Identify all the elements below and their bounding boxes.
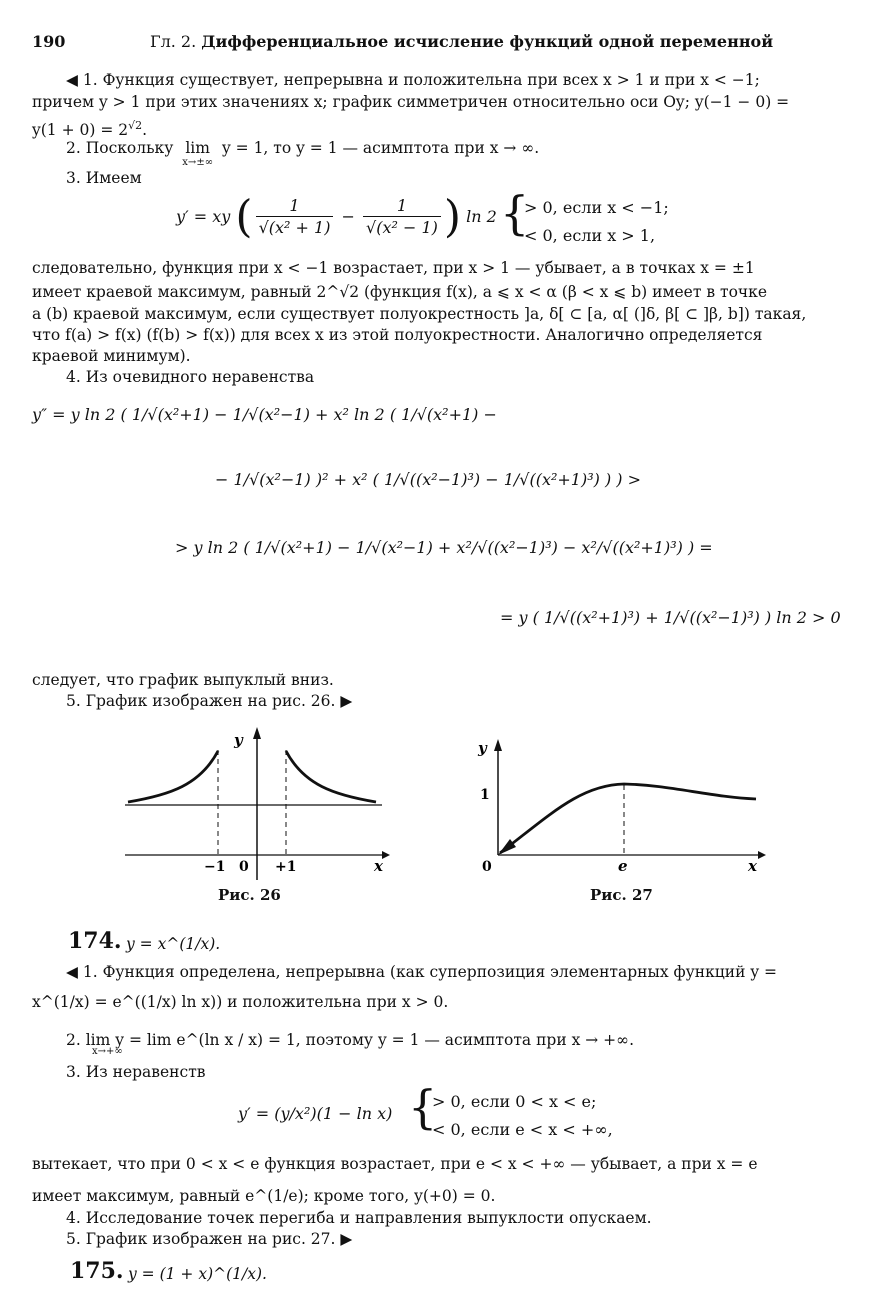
p173-derivative: y′ = xy ( $\frac{1}{\text{√(x² + 1)}}$ − $\frac{1}{\text{√(x² − 1)}}$ ) ln 2 — [176, 191, 497, 243]
frac-2-num: 1 — [363, 196, 441, 217]
figure-26 — [120, 725, 390, 885]
fig27-caption: Рис. 27 — [590, 886, 653, 904]
p173-step5: 5. График изображен на рис. 26. ▶ — [66, 692, 353, 710]
p174-step1-line1: ◀ 1. Функция определена, непрерывна (как суперпозиция элементарных функций y = — [66, 963, 778, 981]
running-head — [150, 32, 773, 51]
p173-step2-lead: 2. Поскольку — [66, 139, 174, 157]
p174-text-1: вытекает, что при 0 < x < e функция возрастает, при e < x < +∞ — убывает, а при x = e — [32, 1155, 758, 1173]
p174-derivative: y′ = (y/x²)(1 − ln x) — [238, 1104, 393, 1123]
frac-1-den: √(x² + 1) — [258, 218, 331, 237]
problem-175-number: 175. — [70, 1258, 124, 1284]
fig26-y-label: y — [234, 731, 243, 749]
case-negative: < 0, если x > 1, — [524, 226, 656, 245]
p174-step2: 2. lim y = lim e^(ln x / x) = 1, поэтому y = 1 — асимптота при x → +∞. — [66, 1031, 635, 1049]
p174-step5: 5. График изображен на рис. 27. ▶ — [66, 1230, 353, 1248]
fig27-y-arrow — [494, 739, 502, 751]
second-derivative-row1: y″ = y ln 2 ( 1/√(x²+1) − 1/√(x²−1) + x² ln 2 ( 1/√(x²+1) − — [32, 405, 497, 424]
p173-step2-rest: y = 1, то y = 1 — асимптота при x → ∞. — [221, 139, 540, 157]
limit-word: lim — [185, 139, 210, 157]
page-number: 190 — [32, 32, 66, 51]
p174-case-negative: < 0, если e < x < +∞, — [432, 1120, 613, 1139]
p173-limit-value: y(1 + 0) = 2 — [32, 121, 129, 140]
frac-2 — [363, 196, 441, 239]
paren-left: ( — [235, 191, 253, 243]
fig27-origin: 0 — [482, 859, 492, 875]
fig26-x-label: x — [374, 857, 383, 875]
fig27-x-tick: e — [618, 857, 628, 875]
p173-step4: 4. Из очевидного неравенства — [66, 368, 315, 386]
second-derivative-row4: = y ( 1/√((x²+1)³) + 1/√((x²−1)³) ) ln 2 > 0 — [500, 608, 841, 627]
p174-case-positive: > 0, если 0 < x < e; — [432, 1092, 597, 1111]
limit-block — [182, 138, 213, 168]
fig26-caption: Рис. 26 — [218, 886, 281, 904]
cases-brace: { — [500, 186, 530, 240]
fig27-x-label: x — [748, 857, 757, 875]
p173-text-5: краевой минимум). — [32, 347, 191, 365]
paren-right: ) — [443, 191, 462, 243]
p173-limit-exponent: √2 — [128, 119, 143, 132]
fig27-y-tick: 1 — [480, 787, 490, 803]
fig27-curve — [500, 784, 756, 853]
p173-text-2: имеет краевой максимум, равный 2^√2 (функция f(x), a ⩽ x < α (β < x ⩽ b) имеет в точке — [32, 283, 768, 301]
frac-1 — [256, 196, 334, 239]
p174-cases-brace: { — [408, 1080, 438, 1134]
frac-1-num: 1 — [256, 196, 334, 217]
p174-limit-subscript: x→+∞ — [92, 1046, 123, 1057]
figure-27 — [470, 735, 770, 885]
p174-step3: 3. Из неравенств — [66, 1063, 206, 1081]
problem-175-formula: y = (1 + x)^(1/x). — [128, 1265, 267, 1283]
fig26-y-arrow — [253, 727, 261, 739]
p174-text-2: имеет максимум, равный e^(1/e); кроме того, y(+0) = 0. — [32, 1187, 496, 1205]
fig27-y-label: y — [478, 739, 487, 757]
fig26-tick-0: 0 — [239, 859, 249, 875]
problem-174-formula: y = x^(1/x). — [126, 935, 221, 953]
p173-step2 — [66, 138, 539, 168]
p173-text-1: следовательно, функция при x < −1 возрастает, при x > 1 — убывает, а в точках x = ±1 — [32, 259, 755, 277]
chapter-label: Гл. 2. — [150, 32, 197, 51]
fig26-curve-left — [128, 751, 218, 802]
p173-text-6: следует, что график выпуклый вниз. — [32, 671, 334, 689]
p174-step1-line2: x^(1/x) = e^((1/x) ln x)) и положительна при x > 0. — [32, 993, 449, 1011]
second-derivative-row2: − 1/√(x²−1) )² + x² ( 1/√((x²−1)³) − 1/√((x²+1)³) ) ) > — [215, 470, 642, 489]
fig27-x-arrow — [758, 851, 766, 859]
problem-174-number: 174. — [68, 928, 122, 954]
p173-step3: 3. Имеем — [66, 169, 142, 187]
fig26-x-arrow — [382, 851, 390, 859]
fig26-curve-right — [286, 751, 376, 802]
frac-2-den: √(x² − 1) — [366, 218, 438, 237]
limit-subscript: x→±∞ — [182, 157, 214, 168]
fig26-tick-plus1: +1 — [275, 859, 297, 875]
p173-text-3: a (b) краевой максимум, если существует полуокрестность ]a, δ[ ⊂ [a, α[ (]δ, β[ ⊂ ]β, b]) такая, — [32, 305, 807, 323]
p173-step1-line1: ◀ 1. Функция существует, непрерывна и положительна при всех x > 1 и при x < −1; — [66, 71, 760, 89]
p173-step1-line2: причем y > 1 при этих значениях x; график симметричен относительно оси Oy; y(−1 − 0) = — [32, 93, 790, 111]
deriv-lhs: y′ = xy — [176, 207, 231, 226]
second-derivative-row3: > y ln 2 ( 1/√(x²+1) − 1/√(x²−1) + x²/√((x²−1)³) − x²/√((x²+1)³) ) = — [175, 538, 713, 557]
p174-step4: 4. Исследование точек перегиба и направления выпуклости опускаем. — [66, 1209, 652, 1227]
p173-text-4: что f(a) > f(x) (f(b) > f(x)) для всех x из этой полуокрестности. Аналогично определяется — [32, 326, 763, 344]
fig26-tick-minus1: −1 — [204, 859, 226, 875]
deriv-ln: ln 2 — [466, 207, 497, 226]
p173-step1-line3: $y(1 + 0) = 2^{√2}$. — [32, 119, 148, 140]
chapter-title: Дифференциальное исчисление функций одной переменной — [201, 32, 774, 51]
case-positive: > 0, если x < −1; — [524, 198, 669, 217]
